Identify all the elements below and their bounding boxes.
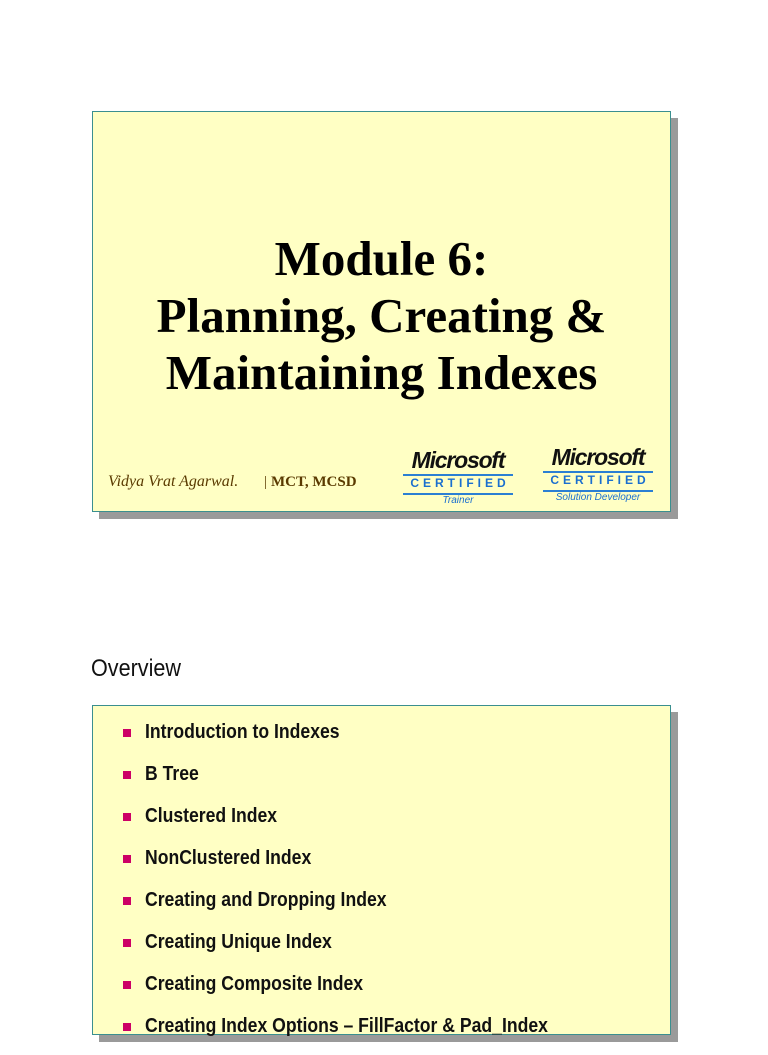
list-item xyxy=(123,929,603,971)
certified-text: CERTIFIED xyxy=(410,476,510,490)
square-bullet-icon xyxy=(123,939,131,947)
square-bullet-icon xyxy=(123,855,131,863)
list-item xyxy=(123,887,603,929)
list-item-text: Introduction to Indexes xyxy=(145,721,340,743)
title-line-1: Module 6: xyxy=(274,231,489,286)
certification-type: Trainer xyxy=(442,495,474,506)
list-item xyxy=(123,719,603,761)
list-item-text: B Tree xyxy=(145,763,199,785)
certification-type: Solution Developer xyxy=(555,492,641,503)
overview-bullet-list xyxy=(123,719,603,1055)
list-item-text: Creating Index Options – FillFactor & Pad_Index xyxy=(145,1015,548,1037)
microsoft-certified-trainer-logo xyxy=(399,448,517,506)
list-item xyxy=(123,761,603,803)
list-item-text: NonClustered Index xyxy=(145,847,312,869)
microsoft-wordmark: Microsoft xyxy=(551,444,645,470)
slide-title xyxy=(93,230,670,401)
certified-text: CERTIFIED xyxy=(550,473,650,487)
list-item-text: Clustered Index xyxy=(145,805,278,827)
credentials-text: MCT, MCSD xyxy=(271,474,357,490)
list-item xyxy=(123,803,603,845)
list-item-text: Creating Unique Index xyxy=(145,931,332,953)
list-item xyxy=(123,971,603,1013)
square-bullet-icon xyxy=(123,897,131,905)
list-item-text: Creating and Dropping Index xyxy=(145,889,387,911)
author-credentials xyxy=(264,474,357,491)
author-signature: Vidya Vrat Agarwal. xyxy=(108,473,239,490)
title-slide xyxy=(92,111,671,512)
list-item xyxy=(123,845,603,887)
list-item xyxy=(123,1013,603,1055)
square-bullet-icon xyxy=(123,1023,131,1031)
title-line-3: Maintaining Indexes xyxy=(165,345,598,400)
overview-slide xyxy=(92,705,671,1035)
credentials-separator: | xyxy=(264,474,268,490)
list-item-text: Creating Composite Index xyxy=(145,973,364,995)
microsoft-wordmark: Microsoft xyxy=(411,447,505,473)
square-bullet-icon xyxy=(123,771,131,779)
square-bullet-icon xyxy=(123,813,131,821)
microsoft-certified-solution-developer-logo xyxy=(539,445,657,503)
overview-heading: Overview xyxy=(91,655,182,682)
square-bullet-icon xyxy=(123,981,131,989)
title-line-2: Planning, Creating & xyxy=(156,288,607,343)
square-bullet-icon xyxy=(123,729,131,737)
